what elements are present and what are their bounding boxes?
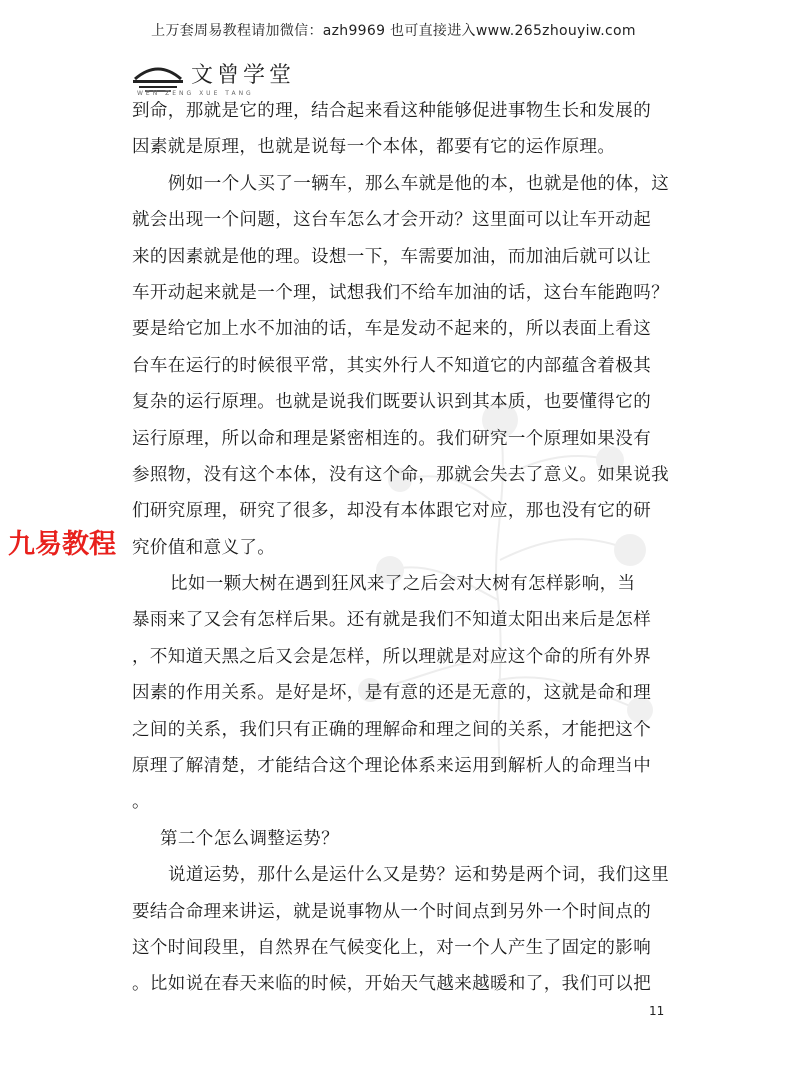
text-line: 来的因素就是他的理。设想一下，车需要加油，而加油后就可以让: [132, 246, 652, 267]
red-watermark-stamp: 九易教程: [8, 529, 116, 560]
text-line: 车开动起来就是一个理，试想我们不给车加油的话，这台车能跑吗？: [132, 282, 669, 303]
text-line: 。比如说在春天来临的时候，开始天气越来越暖和了，我们可以把: [132, 974, 652, 995]
header-promo-text: 上万套周易教程请加微信：azh9969 也可直接进入www.265zhouyiw.com: [151, 23, 636, 39]
text-line: 因素的作用关系。是好是坏，是有意的还是无意的，这就是命和理: [132, 683, 652, 704]
text-line: 暴雨来了又会有怎样后果。还有就是我们不知道太阳出来后是怎样: [132, 610, 652, 631]
text-line: 到命，那就是它的理，结合起来看这种能够促进事物生长和发展的: [132, 101, 652, 121]
text-line: 因素就是原理，也就是说每一个本体，都要有它的运作原理。: [132, 137, 616, 158]
text-line: 台车在运行的时候很平常，其实外行人不知道它的内部蕴含着极其: [132, 355, 652, 376]
text-line: 们研究原理，研究了很多，却没有本体跟它对应，那也没有它的研: [132, 501, 652, 522]
text-line: 例如一个人买了一辆车，那么车就是他的本，也就是他的体，这: [168, 173, 670, 194]
text-line: 要结合命理来讲运，就是说事物从一个时间点到另外一个时间点的: [132, 901, 652, 922]
logo-name: 文曾学堂: [191, 63, 296, 88]
text-line: 就会出现一个问题，这台车怎么才会开动？这里面可以让车开动起: [132, 210, 652, 231]
text-line: 运行原理，所以命和理是紧密相连的。我们研究一个原理如果没有: [132, 428, 652, 449]
logo: [133, 58, 295, 94]
logo-subtitle: WEN ZENG XUE TANG: [137, 90, 254, 97]
text-line: 。: [132, 792, 150, 813]
text-line: 之间的关系，我们只有正确的理解命和理之间的关系，才能把这个: [132, 719, 652, 740]
text-line: 这个时间段里，自然界在气候变化上，对一个人产生了固定的影响: [132, 937, 652, 958]
text-line: 参照物，没有这个本体，没有这个命，那就会失去了意义。如果说我: [132, 464, 669, 485]
text-line: 要是给它加上水不加油的话，车是发动不起来的，所以表面上看这: [132, 319, 652, 340]
page-number: 11: [649, 1004, 665, 1018]
body-text: [132, 93, 670, 1003]
text-line: 复杂的运行原理。也就是说我们既要认识到其本质，也要懂得它的: [132, 392, 652, 413]
section-heading: 第二个怎么调整运势？: [160, 828, 339, 849]
text-line: 原理了解清楚，才能结合这个理论体系来运用到解析人的命理当中: [132, 756, 652, 777]
mountain-logo-icon: [133, 59, 183, 93]
text-line: 比如一颗大树在遇到狂风来了之后会对大树有怎样影响，当: [170, 574, 636, 595]
text-line: 究价值和意义了。: [132, 537, 276, 558]
text-line: 说道运势，那什么是运什么又是势？运和势是两个词，我们这里: [168, 865, 670, 886]
text-line: ，不知道天黑之后又会是怎样，所以理就是对应这个命的所有外界: [132, 646, 652, 667]
